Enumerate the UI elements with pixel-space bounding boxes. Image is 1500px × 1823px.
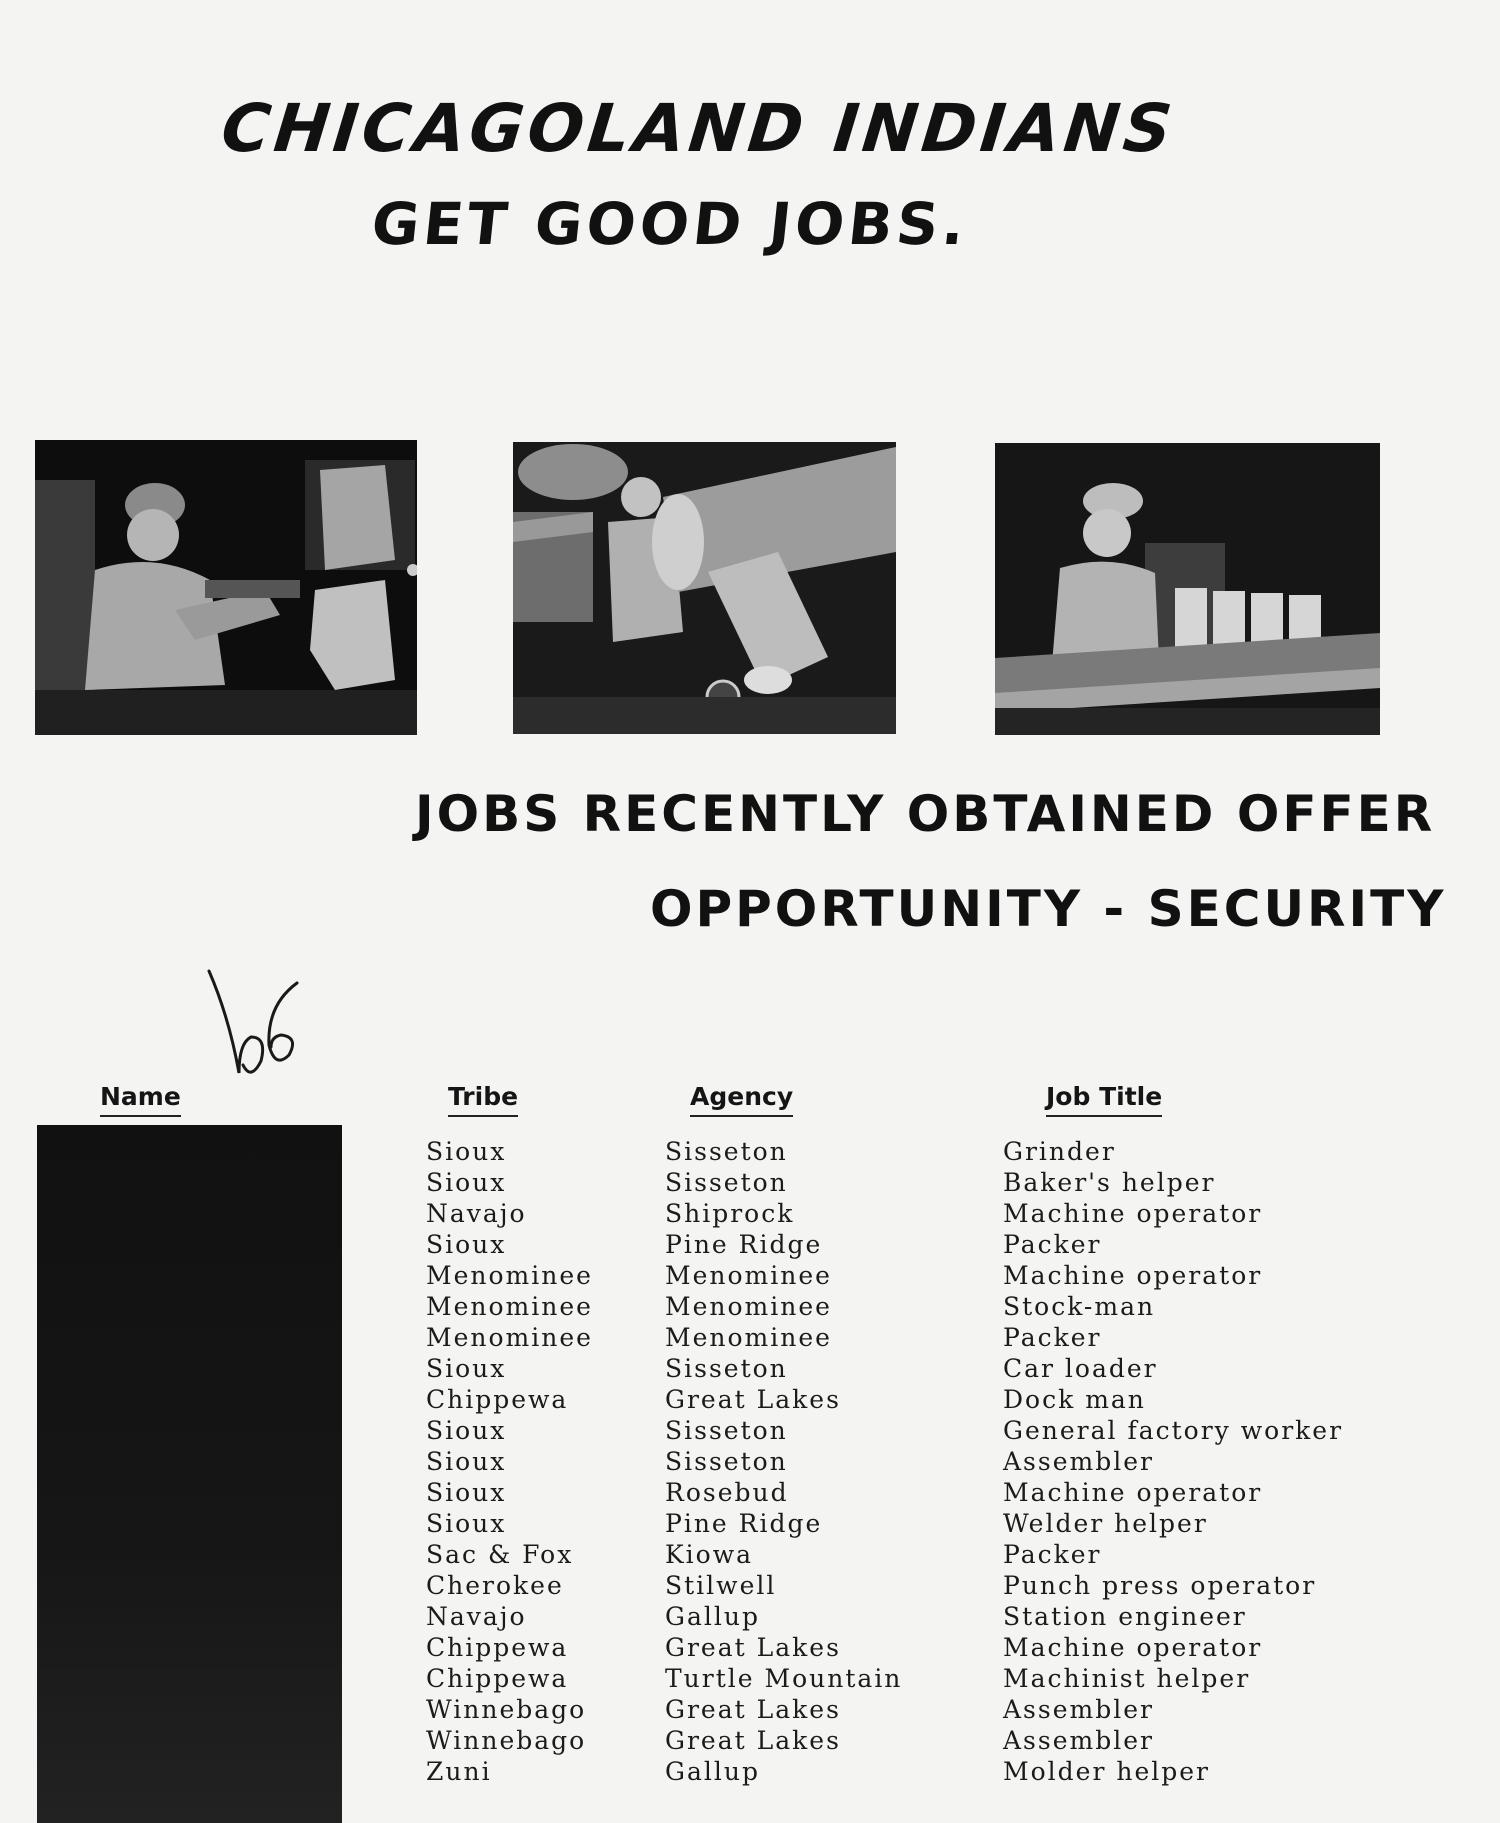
tribe-cell: Menominee [426, 1261, 593, 1290]
tribe-cell: Sioux [426, 1168, 507, 1197]
job-title-cell: Welder helper [1003, 1509, 1208, 1538]
job-title-cell: Stock-man [1003, 1292, 1156, 1321]
agency-cell: Gallup [665, 1602, 760, 1631]
agency-cell: Great Lakes [665, 1385, 841, 1414]
tribe-column-header: Tribe [448, 1082, 518, 1117]
name-column-header: Name [100, 1082, 181, 1117]
agency-cell: Great Lakes [665, 1633, 841, 1662]
handwritten-66-mark [205, 965, 315, 1085]
agency-cell: Stilwell [665, 1571, 777, 1600]
agency-cell: Pine Ridge [665, 1509, 823, 1538]
job-title-cell: Station engineer [1003, 1602, 1247, 1631]
tribe-column [426, 1136, 593, 1787]
job-title-cell: Car loader [1003, 1354, 1158, 1383]
agency-cell: Sisseton [665, 1447, 788, 1476]
tribe-cell: Winnebago [426, 1726, 587, 1755]
tribe-cell: Sac & Fox [426, 1540, 574, 1569]
tribe-cell: Chippewa [426, 1664, 569, 1693]
barrel-handling-photo [513, 442, 896, 734]
slogan-line-1: JOBS RECENTLY OBTAINED OFFER [415, 785, 1436, 843]
agency-cell: Turtle Mountain [665, 1664, 903, 1693]
tribe-cell: Cherokee [426, 1571, 564, 1600]
tribe-cell: Menominee [426, 1292, 593, 1321]
job-title-cell: Packer [1003, 1540, 1102, 1569]
agency-cell: Gallup [665, 1757, 760, 1786]
job-title-cell: Machine operator [1003, 1478, 1263, 1507]
agency-cell: Sisseton [665, 1416, 788, 1445]
agency-column [665, 1136, 902, 1787]
job-title-cell: Dock man [1003, 1385, 1146, 1414]
job-title-cell: Baker's helper [1003, 1168, 1216, 1197]
agency-cell: Shiprock [665, 1199, 795, 1228]
job-title-cell: Molder helper [1003, 1757, 1210, 1786]
headline-line-2: GET GOOD JOBS. [368, 190, 973, 258]
tribe-cell: Chippewa [426, 1385, 569, 1414]
agency-cell: Menominee [665, 1261, 832, 1290]
job-title-cell: Machine operator [1003, 1633, 1263, 1662]
job-title-cell: General factory worker [1003, 1416, 1344, 1445]
headline-line-1: CHICAGOLAND INDIANS [217, 90, 1180, 167]
tribe-cell: Sioux [426, 1509, 507, 1538]
tribe-cell: Sioux [426, 1478, 507, 1507]
tribe-cell: Winnebago [426, 1695, 587, 1724]
agency-cell: Sisseton [665, 1354, 788, 1383]
assembly-line-photo [995, 443, 1380, 735]
job-title-cell: Assembler [1003, 1447, 1154, 1476]
tribe-cell: Sioux [426, 1354, 507, 1383]
job-title-cell: Machine operator [1003, 1199, 1263, 1228]
agency-column-header: Agency [690, 1082, 793, 1117]
tribe-cell: Sioux [426, 1137, 507, 1166]
job-title-cell: Machine operator [1003, 1261, 1263, 1290]
agency-cell: Sisseton [665, 1168, 788, 1197]
slogan-line-2: OPPORTUNITY - SECURITY [650, 880, 1447, 938]
tribe-cell: Menominee [426, 1323, 593, 1352]
agency-cell: Rosebud [665, 1478, 789, 1507]
job-title-cell: Grinder [1003, 1137, 1116, 1166]
tribe-cell: Sioux [426, 1447, 507, 1476]
factory-worker-photo [35, 440, 417, 735]
tribe-cell: Chippewa [426, 1633, 569, 1662]
tribe-cell: Sioux [426, 1416, 507, 1445]
tribe-cell: Zuni [426, 1757, 492, 1786]
job-title-cell: Assembler [1003, 1695, 1154, 1724]
agency-cell: Kiowa [665, 1540, 754, 1569]
agency-cell: Sisseton [665, 1137, 788, 1166]
agency-cell: Great Lakes [665, 1695, 841, 1724]
job-title-column [1003, 1136, 1343, 1787]
tribe-cell: Navajo [426, 1199, 527, 1228]
job-title-cell: Punch press operator [1003, 1571, 1317, 1600]
tribe-cell: Sioux [426, 1230, 507, 1259]
job-title-cell: Assembler [1003, 1726, 1154, 1755]
job-title-cell: Packer [1003, 1323, 1102, 1352]
redacted-names-block [37, 1125, 342, 1823]
agency-cell: Menominee [665, 1323, 832, 1352]
agency-cell: Pine Ridge [665, 1230, 823, 1259]
job-title-column-header: Job Title [1046, 1082, 1162, 1117]
agency-cell: Menominee [665, 1292, 832, 1321]
job-title-cell: Packer [1003, 1230, 1102, 1259]
job-title-cell: Machinist helper [1003, 1664, 1251, 1693]
agency-cell: Great Lakes [665, 1726, 841, 1755]
tribe-cell: Navajo [426, 1602, 527, 1631]
